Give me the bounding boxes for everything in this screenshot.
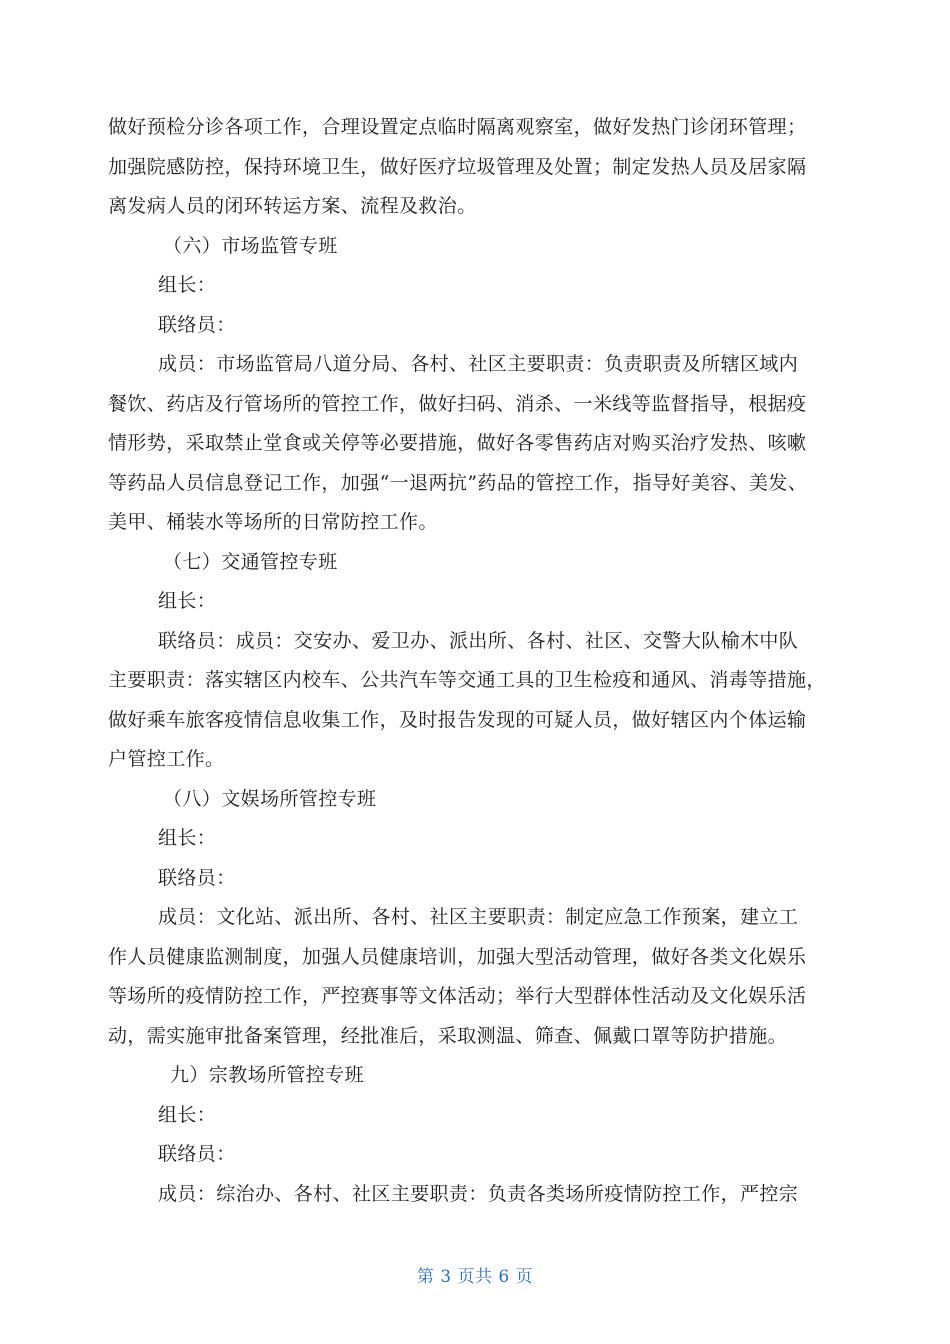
text-line: 联络员： [158,1143,236,1165]
text-line: 做好乘车旅客疫情信息收集工作，及时报告发现的可疑人员，做好辖区内个体运输 [108,708,807,731]
text-line: 联络员： [158,313,236,336]
text-line: 做好预检分诊各项工作，合理设置定点临时隔离观察室，做好发热门诊闭环管理； [108,116,807,138]
text-line: 联络员： [158,866,236,889]
text-line: 动，需实施审批备案管理，经批准后，采取测温、筛查、佩戴口罩等防护措施。 [108,1024,788,1047]
text-line: 组长： [158,590,217,612]
section-heading: （七）交通管控专班 [163,550,338,573]
page-number-footer: 第 3 页共 6 页 [416,1267,534,1287]
text-line: 等药品人员信息登记工作，加强“一退两抗”药品的管控工作，指导好美容、美发、 [108,471,808,494]
document-body [108,108,848,1214]
section-heading: （八）文娱场所管控专班 [163,787,377,810]
text-line: 美甲、桶装水等场所的日常防控工作。 [108,511,438,533]
text-line: 等场所的疫情防控工作，严控赛事等文体活动；举行大型群体性活动及文化娱乐活 [108,985,807,1007]
text-line: 离发病人员的闭环转运方案、流程及救治。 [108,195,477,217]
text-line: 组长： [158,274,217,296]
text-line: 联络员：成员：交安办、爱卫办、派出所、各村、社区、交警大队榆木中队 [158,629,799,652]
text-line: 加强院感防控，保持环境卫生，做好医疗垃圾管理及处置；制定发热人员及居家隔 [108,155,807,178]
text-line: 成员：文化站、派出所、各村、社区主要职责：制定应急工作预案，建立工 [158,906,799,928]
text-line: 主要职责：落实辖区内校车、公共汽车等交通工具的卫生检疫和通风、消毒等措施， [108,669,826,691]
text-line: 组长： [158,827,217,849]
text-line: 组长： [158,1103,217,1126]
text-line: 餐饮、药店及行管场所的管控工作，做好扫码、消杀、一米线等监督指导，根据疫 [108,392,807,415]
text-line: 作人员健康监测制度，加强人员健康培训，加强大型活动管理，做好各类文化娱乐 [108,945,807,968]
section-heading: 九）宗教场所管控专班 [170,1064,365,1086]
text-line: 情形势，采取禁止堂食或关停等必要措施，做好各零售药店对购买治疗发热、咳嗽 [108,432,807,454]
text-line: 成员：综治办、各村、社区主要职责：负责各类场所疫情防控工作，严控宗 [158,1182,799,1205]
section-heading: （六）市场监管专班 [163,234,338,257]
text-line: 成员：市场监管局八道分局、各村、社区主要职责：负责职责及所辖区域内 [158,353,799,375]
text-line: 户管控工作。 [108,748,225,770]
